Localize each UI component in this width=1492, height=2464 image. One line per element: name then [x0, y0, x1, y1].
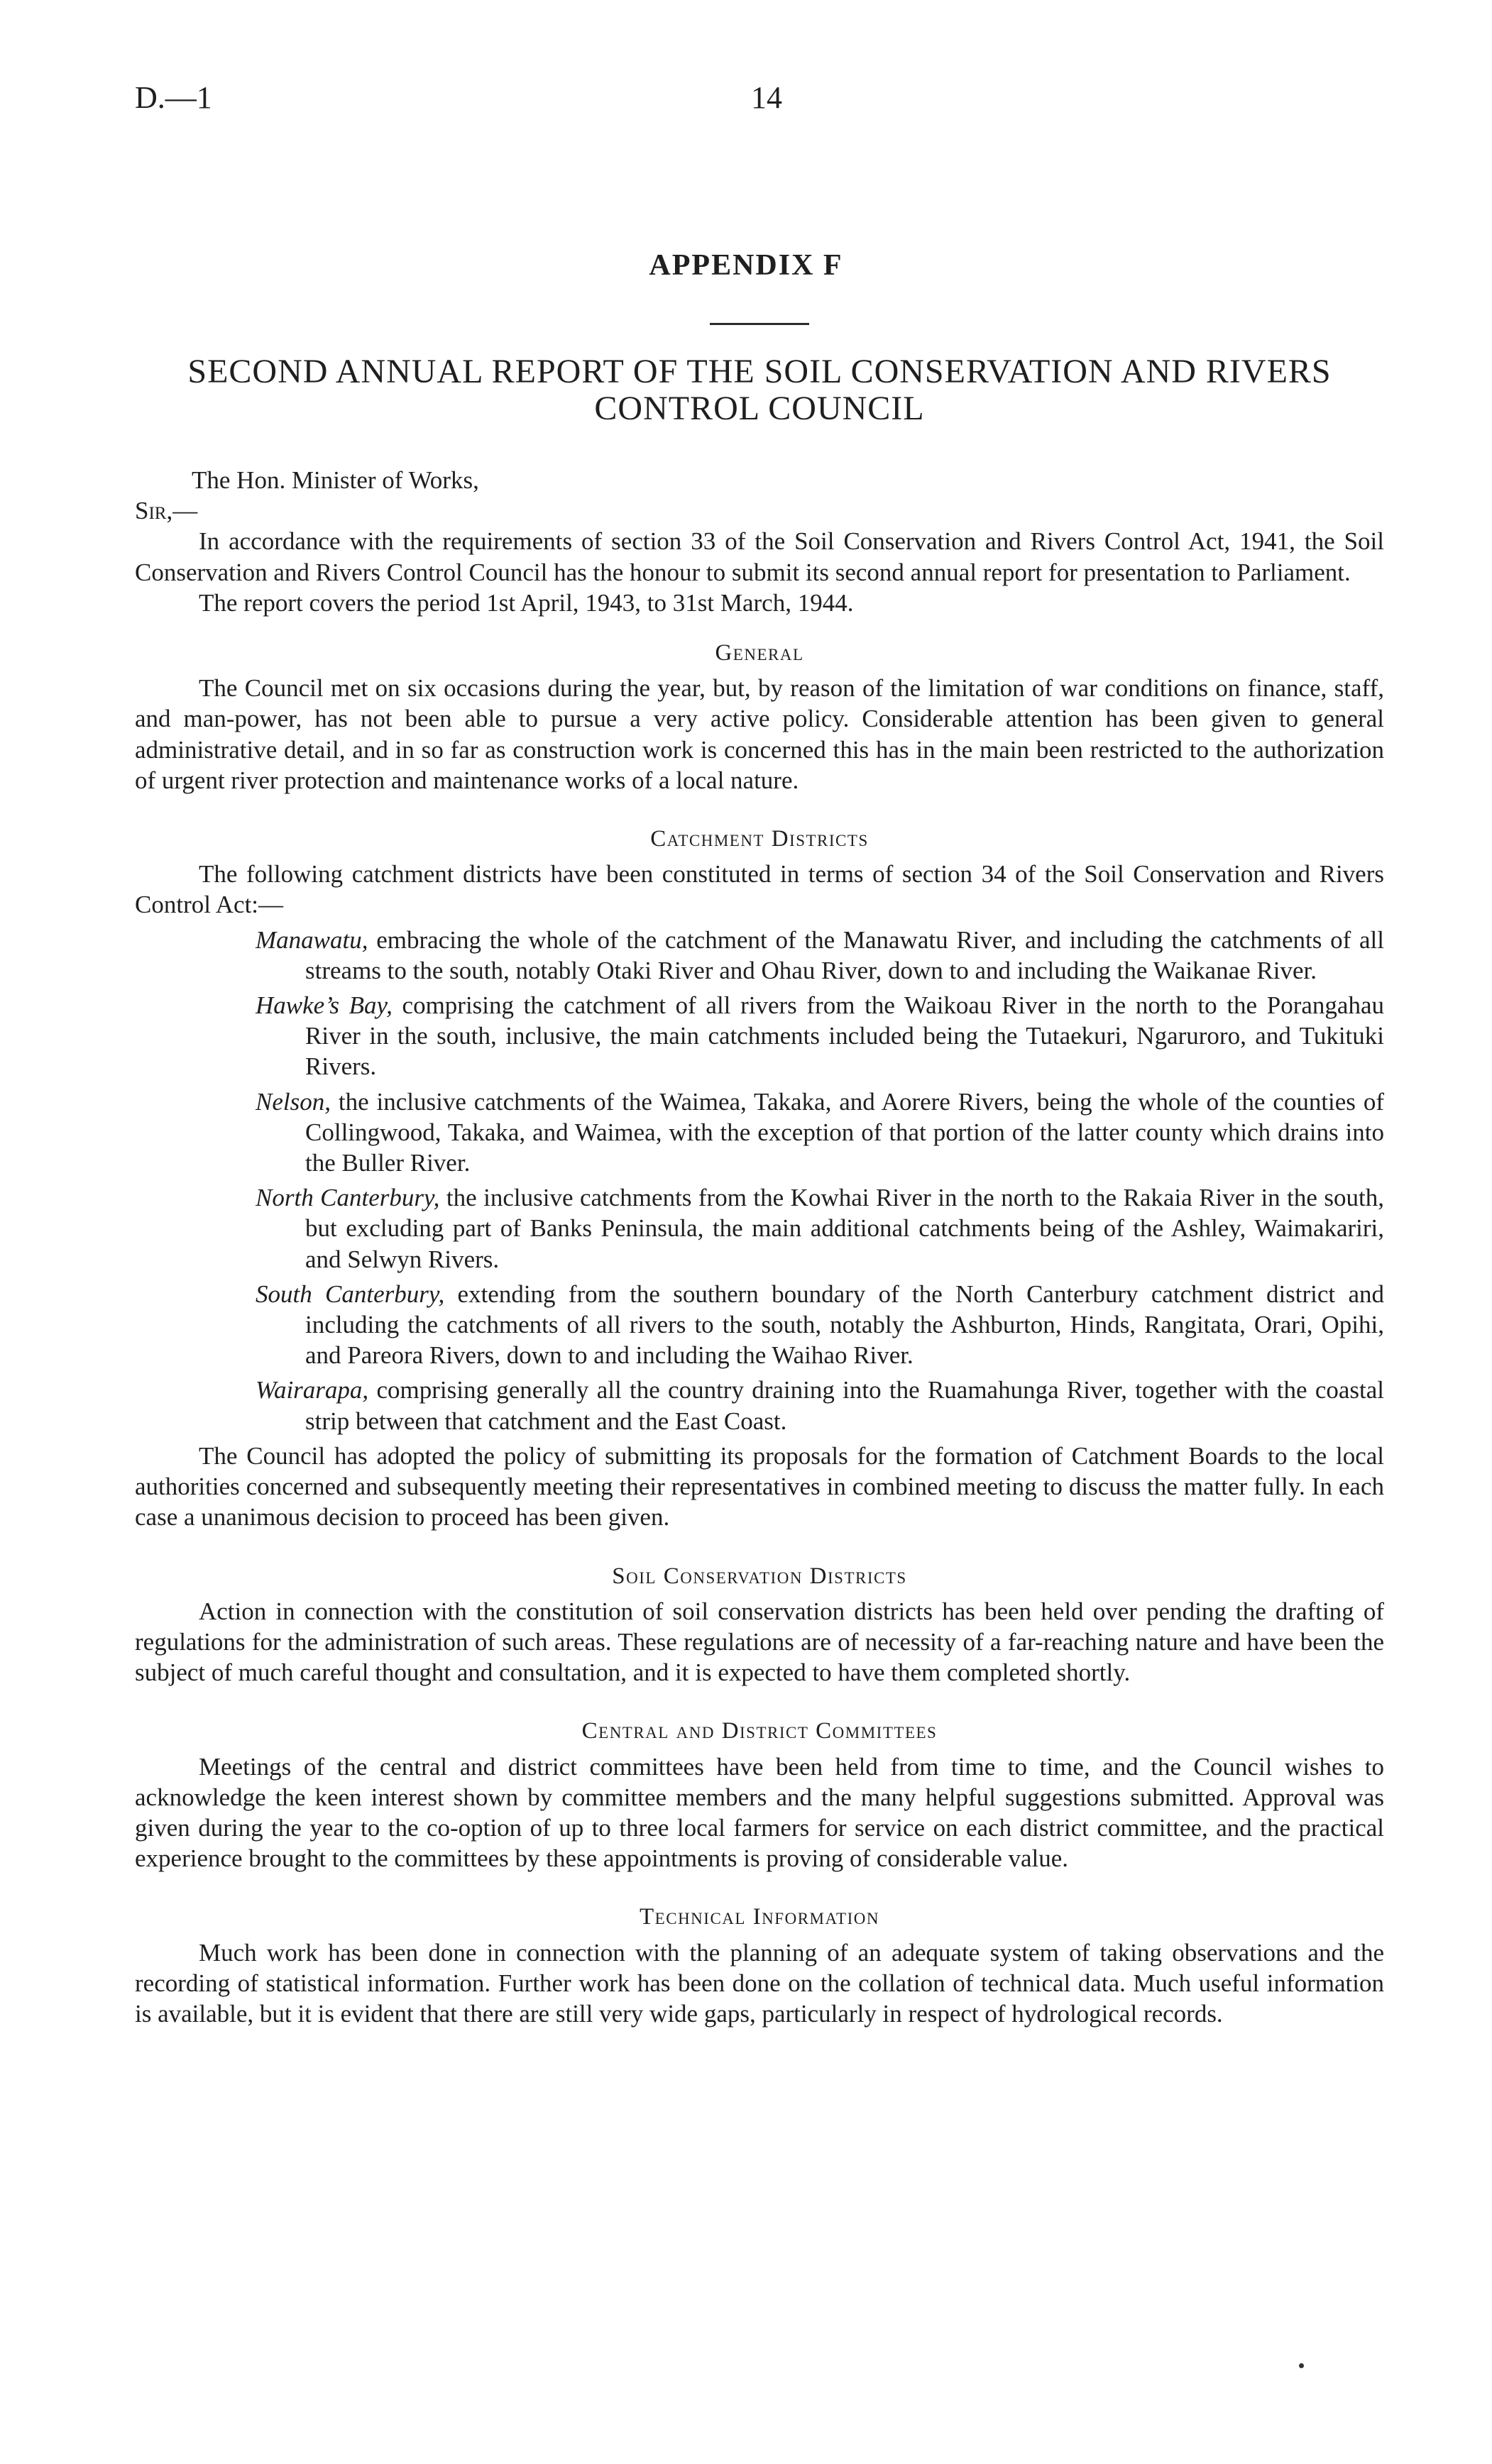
district-hawkes-bay — [256, 990, 1384, 1082]
district-description: comprising the catchment of all rivers from the Waikoau River in the north to the Porangahau River in the south, inclusive, the main catchments included being the Tutaekuri, Ngaruroro, and Tukituki Rivers. — [305, 991, 1384, 1081]
district-manawatu — [256, 925, 1384, 986]
general-paragraph: The Council met on six occasions during the year, but, by reason of the limitation of war conditions on finance, staff, and man-power, has not been able to pursue a very active policy. Considerable attention has been given to general administrative detail, and in so far as construction work is concerned this has in the main been restricted to the authorization of urgent river protection and maintenance works of a local nature. — [135, 674, 1384, 794]
district-name: Manawatu, — [256, 925, 368, 954]
district-wairarapa — [256, 1375, 1384, 1436]
report-title: SECOND ANNUAL REPORT OF THE SOIL CONSERVATION AND RIVERS CONTROL COUNCIL — [187, 353, 1332, 427]
district-name: Wairarapa, — [256, 1376, 369, 1404]
heading-technical-information: Technical Information — [640, 1904, 879, 1930]
district-name: Nelson, — [256, 1087, 331, 1116]
district-name: North Canterbury, — [256, 1184, 440, 1212]
page-number: 14 — [751, 80, 782, 115]
district-description: comprising generally all the country draining into the Ruamahunga River, together with the coastal strip between that catchment and the East Coast. — [305, 1376, 1384, 1435]
intro-paragraph-2: The report covers the period 1st April, 1943, to 31st March, 1944. — [199, 588, 854, 617]
heading-general: General — [715, 640, 804, 666]
report-body — [135, 465, 1384, 2029]
intro-paragraph-1: In accordance with the requirements of section 33 of the Soil Conservation and Rivers Control Act, 1941, the Soil Conservation and Rivers Control Council has the honour to submit its second annual report for presentation to Parliament. — [135, 527, 1384, 586]
catchment-intro: The following catchment districts have been constituted in terms of section 34 of the Soil Conservation and Rivers Control Act:— — [135, 860, 1384, 919]
appendix-label: APPENDIX F — [649, 249, 843, 282]
salutation: Sir,— — [135, 497, 198, 525]
district-description: the inclusive catchments from the Kowhai River in the north to the Rakaia River in the south, but excluding part of Banks Peninsula, the main additional catchments being of the Ashley, Waimakariri, and Selwyn Rivers. — [305, 1184, 1384, 1273]
district-name: South Canterbury, — [256, 1280, 445, 1308]
district-north-canterbury — [256, 1182, 1384, 1275]
technical-paragraph: Much work has been done in connection with the planning of an adequate system of taking observations and the recording of statistical information. Further work has been done on the collation of technical data. Much useful information is available, but it is evident that there are still very wide gaps, particularly in respect of hydrological records. — [135, 1938, 1384, 2028]
district-south-canterbury — [256, 1279, 1384, 1371]
committees-paragraph: Meetings of the central and district committees have been held from time to time, and the Council wishes to acknowledge the keen interest shown by committee members and the many helpful suggestions submitted. Approval was given during the year to the co-option of up to three local farmers for service on each district committee, and the practical experience brought to the committees by these appointments is proving of considerable value. — [135, 1752, 1384, 1873]
catchment-closing-paragraph: The Council has adopted the policy of submitting its proposals for the formation of Catchment Boards to the local authorities concerned and subsequently meeting their representatives in combined meeting to discuss the matter fully. In each case a unanimous decision to proceed has been given. — [135, 1441, 1384, 1531]
title-divider — [710, 323, 809, 325]
heading-soil-conservation-districts: Soil Conservation Districts — [612, 1563, 907, 1589]
heading-catchment-districts: Catchment Districts — [650, 826, 869, 852]
district-description: the inclusive catchments of the Waimea, Takaka, and Aorere Rivers, being the whole of the counties of Collingwood, Takaka, and Waimea, with the exception of that portion of the latter county which drains into the Buller River. — [305, 1087, 1384, 1177]
heading-central-district-committees: Central and District Committees — [581, 1718, 938, 1744]
ink-mark — [1299, 2363, 1304, 2368]
soil-paragraph: Action in connection with the constitution of soil conservation districts has been held over pending the drafting of regulations for the administration of such areas. These regulations are of necessity of a far-reaching nature and have been the subject of much careful thought and consultation, and it is expected to have them completed shortly. — [135, 1597, 1384, 1687]
addressee: The Hon. Minister of Works, — [192, 466, 479, 494]
district-description: extending from the southern boundary of the North Canterbury catchment district and including the catchments of all rivers to the south, notably the Ashburton, Hinds, Rangitata, Orari, Opihi, and Pareora Rivers, down to and including the Waihao River. — [305, 1280, 1384, 1370]
district-description: embracing the whole of the catchment of the Manawatu River, and including the catchments of all streams to the south, notably Otaki River and Ohau River, down to and including the Waikanae River. — [305, 925, 1384, 984]
district-name: Hawke’s Bay, — [256, 991, 393, 1020]
district-nelson — [256, 1087, 1384, 1179]
document-code: D.—1 — [135, 80, 212, 115]
